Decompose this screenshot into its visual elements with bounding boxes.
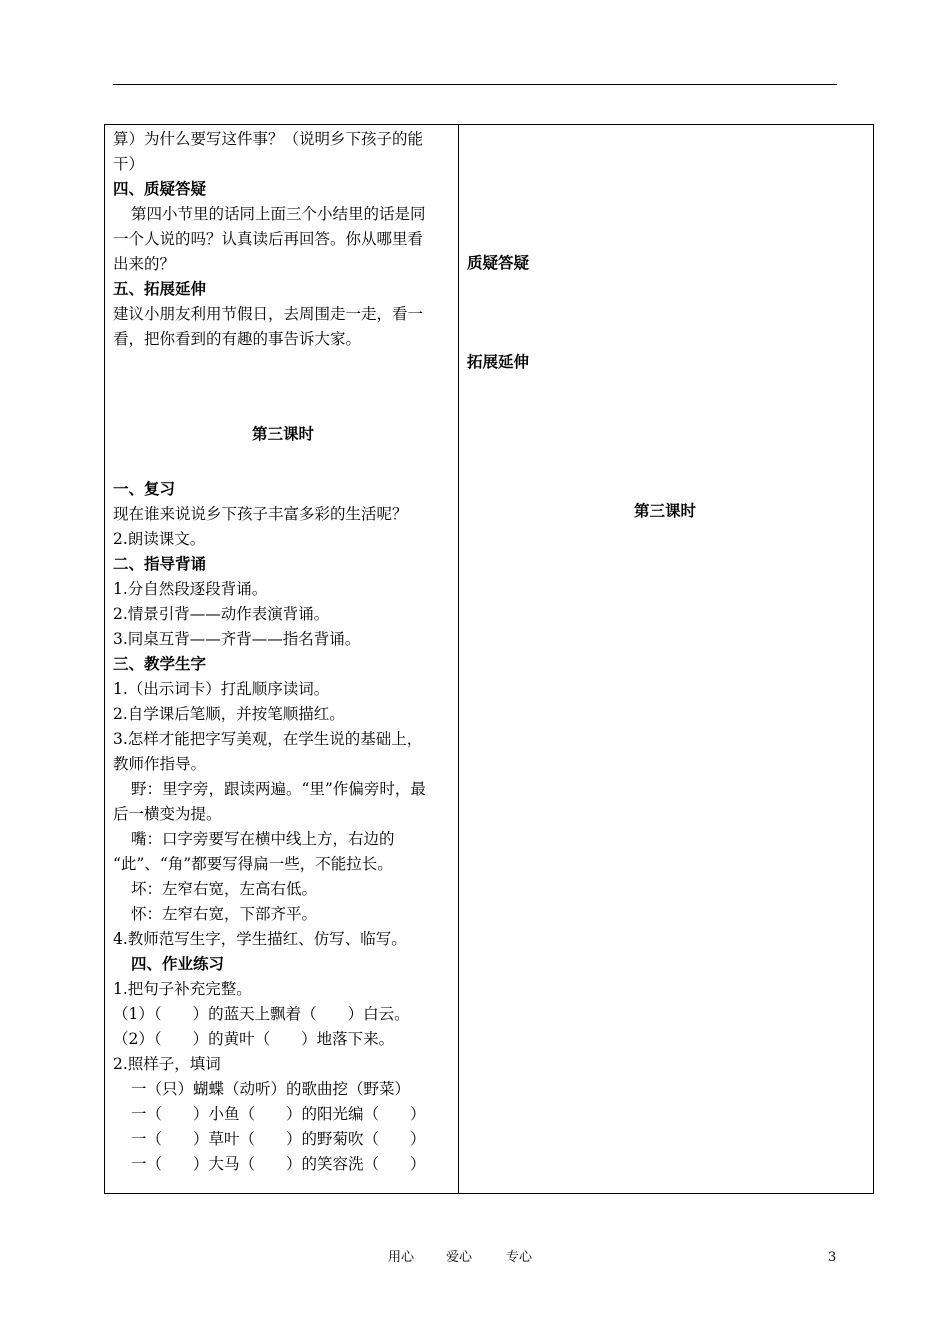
text-line: （1）（ ）的蓝天上飘着（ ）白云。 <box>113 1005 410 1023</box>
text-line: 一个人说的吗？认真读后再回答。你从哪里看 <box>113 230 424 248</box>
column-divider <box>458 125 459 1193</box>
text-line: 1.把句子补充完整。 <box>113 980 252 998</box>
text-line: 4.教师范写生字，学生描红、仿写、临写。 <box>113 930 407 948</box>
text-line: 出来的？ <box>113 255 176 273</box>
right-label-lesson: 第三课时 <box>634 502 697 520</box>
right-label-extension: 拓展延伸 <box>467 353 530 371</box>
text-line: 2.朗读课文。 <box>113 530 206 548</box>
section-heading: 二、指导背诵 <box>113 555 207 573</box>
text-line: 一（ ）草叶（ ）的野菊吹（ ） <box>131 1130 426 1148</box>
text-line: “此”、“角”都要写得扁一些，不能拉长。 <box>113 855 393 873</box>
section-heading: 四、作业练习 <box>131 955 225 973</box>
section-heading: 四、质疑答疑 <box>113 180 207 198</box>
text-line: 教师作指导。 <box>113 755 207 773</box>
text-line: 坏：左窄右宽，左高右低。 <box>131 880 318 898</box>
text-line: 3.怎样才能把字写美观，在学生说的基础上， <box>113 730 423 748</box>
text-line: 干） <box>113 155 145 173</box>
text-line: 第四小节里的话同上面三个小结里的话是同 <box>131 205 426 223</box>
text-line: 怀：左窄右宽，下部齐平。 <box>131 905 318 923</box>
text-line: 2.照样子，填词 <box>113 1055 221 1073</box>
text-line: 一（只）蝴蝶（动听）的歌曲挖（野菜） <box>131 1080 411 1098</box>
text-line: 看，把你看到的有趣的事告诉大家。 <box>113 330 362 348</box>
footer-motto-1: 用心 <box>388 1250 415 1265</box>
text-line: 后一横变为提。 <box>113 805 222 823</box>
page-number: 3 <box>828 1250 837 1265</box>
header-rule <box>113 84 837 85</box>
footer-motto-3: 专心 <box>506 1250 533 1265</box>
text-line: 建议小朋友利用节假日，去周围走一走，看一 <box>113 305 424 323</box>
text-line: 1.（出示词卡）打乱顺序读词。 <box>113 680 330 698</box>
text-line: 一（ ）小鱼（ ）的阳光编（ ） <box>131 1105 426 1123</box>
text-line: 现在谁来说说乡下孩子丰富多彩的生活呢？ <box>113 505 408 523</box>
text-line: 嘴：口字旁要写在横中线上方，右边的 <box>131 830 395 848</box>
section-heading: 五、拓展延伸 <box>113 280 207 298</box>
right-label-qa: 质疑答疑 <box>467 254 530 272</box>
text-line: 1.分自然段逐段背诵。 <box>113 580 268 598</box>
text-line: 2.自学课后笔顺，并按笔顺描红。 <box>113 705 345 723</box>
section-heading: 一、复习 <box>113 480 176 498</box>
text-line: 算）为什么要写这件事？（说明乡下孩子的能 <box>113 130 424 148</box>
text-line: 一（ ）大马（ ）的笑容洗（ ） <box>131 1155 426 1173</box>
teaching-process-column <box>113 127 453 1177</box>
footer-motto-2: 爱心 <box>446 1250 473 1265</box>
section-heading: 三、教学生字 <box>113 655 207 673</box>
text-line: （2）（ ）的黄叶（ ）地落下来。 <box>113 1030 395 1048</box>
lesson-title: 第三课时 <box>251 425 314 443</box>
text-line: 3.同桌互背——齐背——指名背诵。 <box>113 630 361 648</box>
text-line: 2.情景引背——动作表演背诵。 <box>113 605 330 623</box>
text-line: 野：里字旁，跟读两遍。“里”作偏旁时，最 <box>131 780 426 798</box>
lesson-table <box>104 124 874 1194</box>
